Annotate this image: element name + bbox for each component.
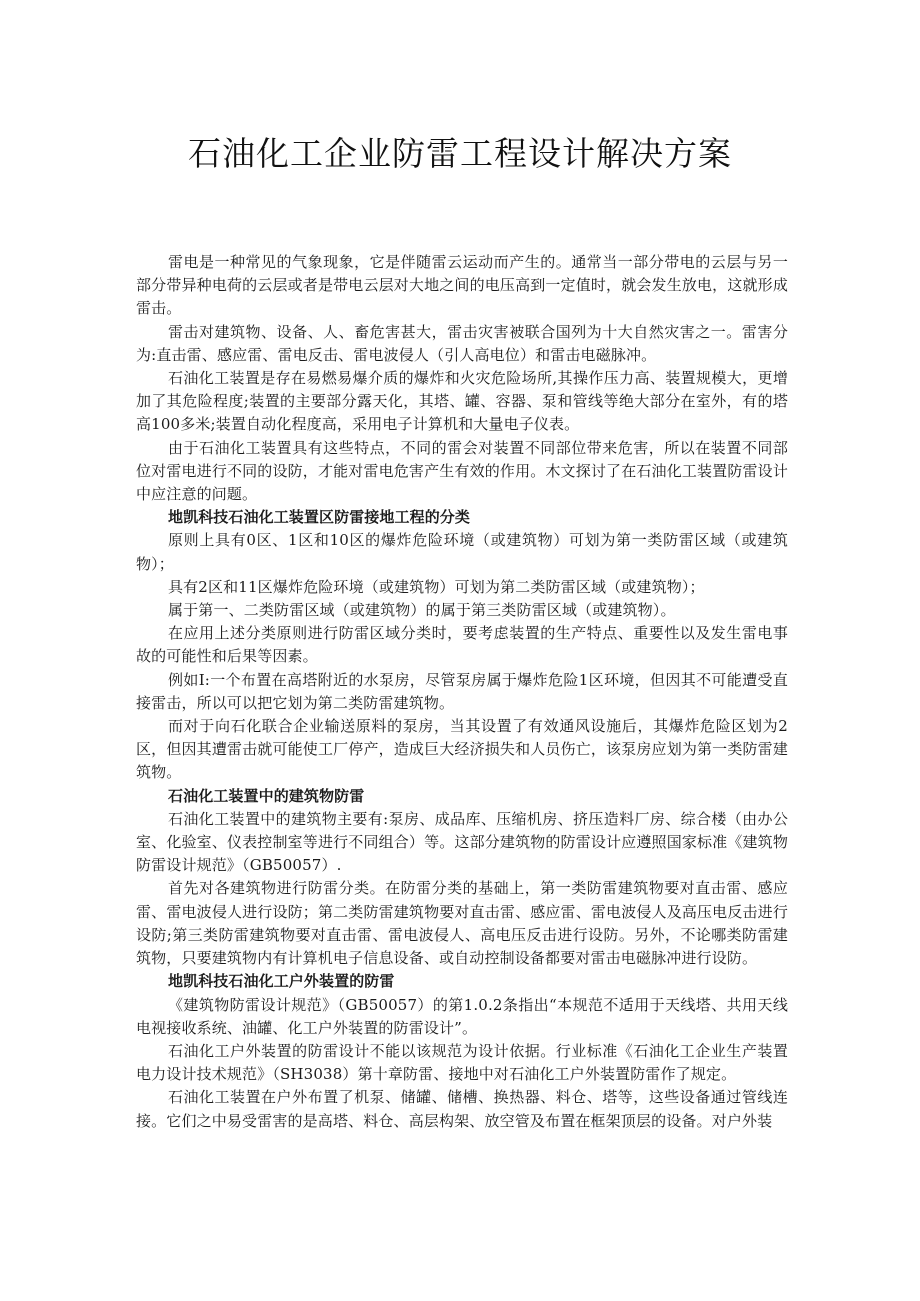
paragraph: 首先对各建筑物进行防雷分类。在防雷分类的基础上，第一类防雷建筑物要对直击雷、感应雷、雷电波侵人进行设防；第二类防雷建筑物要对直击雷、感应雷、雷电波侵人及高压电反击进行设防;第三类防雷建筑物要对直击雷、雷电波侵人、高电压反击进行设防。另外，不论哪类防雷建筑物，只要建筑物内有计算机电子信息设备、或自动控制设备都要对雷击电磁脉冲进行设防。 <box>136 879 788 968</box>
paragraph: 《建筑物防雷设计规范》（GB50057）的第1.0.2条指出“本规范不适用于天线塔、共用天线电视接收系统、油罐、化工户外装置的防雷设计”。 <box>136 995 788 1037</box>
paragraph: 石油化工装置是存在易燃易爆介质的爆炸和火灾危险场所,其操作压力高、装置规模大，更增加了其危险程度;装置的主要部分露天化，其塔、罐、容器、泵和管线等绝大部分在室外，有的塔高100多米;装置自动化程度高，采用电子计算机和大量电子仪表。 <box>136 369 788 434</box>
paragraph: 石油化工户外装置的防雷设计不能以该规范为设计依据。行业标准《石油化工企业生产装置电力设计技术规范》（SH3038）第十章防雷、接地中对石油化工户外装置防雷作了规定。 <box>136 1041 788 1084</box>
paragraph: 而对于向石化联合企业输送原料的泵房，当其设置了有效通风设施后，其爆炸危险区划为2区，但因其遭雷击就可能使工厂停产，造成巨大经济损失和人员伤亡，该泵房应划为第一类防雷建筑物。 <box>136 717 788 782</box>
paragraph: 石油化工装置中的建筑物主要有:泵房、成品库、压缩机房、挤压造料厂房、综合楼（由办公室、化验室、仪表控制室等进行不同组合）等。这部分建筑物的防雷设计应遵照国家标准《建筑物防雷设计规范》（GB50057）. <box>136 809 788 875</box>
paragraph: 原则上具有0区、1区和10区的爆炸危险环境（或建筑物）可划为第一类防雷区域（或建筑物）； <box>136 531 788 573</box>
section-heading: 地凯科技石油化工户外装置的防雷 <box>168 972 395 991</box>
paragraph: 雷击对建筑物、设备、人、畜危害甚大，雷击灾害被联合国列为十大自然灾害之一。雷害分为:直击雷、感应雷、雷电反击、雷电波侵人（引人高电位）和雷击电磁脉冲。 <box>136 322 788 364</box>
paragraph: 具有2区和11区爆炸危险环境（或建筑物）可划为第二类防雷区域（或建筑物）； <box>168 577 705 596</box>
paragraph: 由于石油化工装置具有这些特点，不同的雷会对装置不同部位带来危害，所以在装置不同部位对雷电进行不同的设防，才能对雷电危害产生有效的作用。木文探讨了在石油化工装置防雷设计中应注意的问题。 <box>136 438 788 504</box>
paragraph: 在应用上述分类原则进行防雷区域分类时，要考虑装置的生产特点、重要性以及发生雷电事故的可能性和后果等因素。 <box>136 624 788 666</box>
section-heading: 石油化工装置中的建筑物防雷 <box>168 786 365 805</box>
paragraph: 雷电是一种常见的气象现象，它是伴随雷云运动而产生的。通常当一部分带电的云层与另一部分带异种电荷的云层或者是带电云层对大地之间的电压高到一定值时，就会发生放电，这就形成雷击。 <box>136 253 788 318</box>
section-heading: 地凯科技石油化工装置区防雷接地工程的分类 <box>168 508 471 527</box>
document-title: 石油化工企业防雷工程设计解决方案 <box>188 134 732 173</box>
paragraph: 例如I:一个布置在高塔附近的水泵房，尽管泵房属于爆炸危险1区环境，但因其不可能遭受直接雷击，所以可以把它划为第二类防雷建筑物。 <box>136 670 788 712</box>
paragraph: 属于第一、二类防雷区域（或建筑物）的属于第三类防雷区域（或建筑物）。 <box>168 601 676 620</box>
document-body <box>136 251 788 1133</box>
paragraph: 石油化工装置在户外布置了机泵、储罐、储槽、换热器、料仓、塔等，这些设备通过管线连接。它们之中易受雷害的是高塔、料仓、高层构架、放空管及布置在框架顶层的设备。对户外装 <box>136 1088 788 1130</box>
